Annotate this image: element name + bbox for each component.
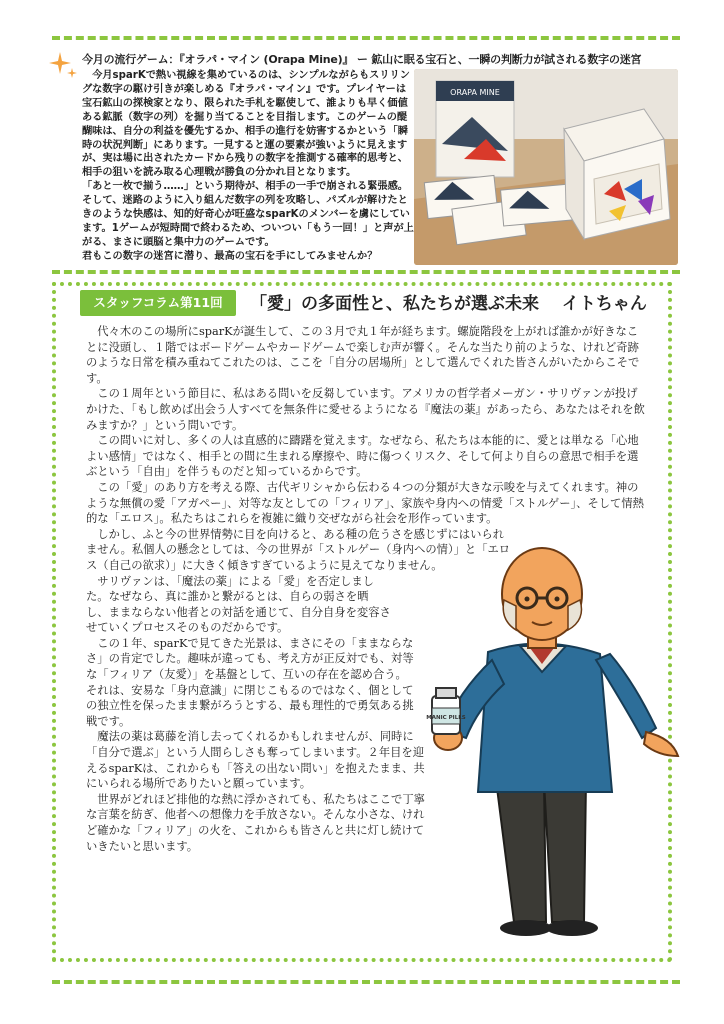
bottle-label: MANIC PILLS (426, 715, 466, 721)
column-tag: スタッフコラム第11回 (80, 290, 236, 316)
column-paragraph: 代々木のこの場所にsparKが誕生して、この３月で丸１年が経ちます。螺旋階段を上がれば誰かが好きなことに没頭し、１階ではボードゲームやカードゲームで楽しむ声が響く。そんな当たり前のような、けれど奇跡のような日常を積み重ねてこれたのは、ここを「自分の居場所」として選んでくれた皆さんがいたからこそです。 (86, 325, 640, 385)
trousers (496, 780, 586, 922)
man-with-pill-bottle-illustration (396, 542, 684, 942)
right-hand (644, 732, 678, 756)
pill-bottle (426, 688, 465, 734)
shoes (500, 920, 598, 936)
column-paragraph: この１年、sparKで見てきた光景は、まさにその「ままならなさ」の肯定でした。趣味が違っても、考え方が正反対でも、対等な「フィリア（友愛）」を基盤として、互いの存在を認め合う。それは、安易な「身内意識」に閉じこもるのではなく、個としての独立性を保ったまま繋がろうとする、最も理性的で勇気ある挑戦です。 (86, 636, 414, 728)
column-paragraph: この問いに対し、多くの人は直感的に躊躇を覚えます。なぜなら、私たちは本能的に、愛とは単なる「心地よい感情」ではなく、相手との間に生まれる摩擦や、時に傷つくリスク、そして何より自らの意思で相手を選ぶという「自由」を伴うものだと知っているからです。 (86, 434, 639, 479)
middle-divider (52, 270, 680, 274)
feature-paragraph: 「あと一枚で揃う……」という期待が、相手の一手で崩される緊張感。そして、迷路のように入り組んだ数字の列を攻略し、パズルが解けたときのような快感は、知的好奇心が旺盛なsparKのメンバーを虜にしています。1ゲームが短時間で終わるため、ついつい「もう一回！」と声が上がる、まさに頭脳と集中力のゲームです。 (82, 181, 414, 248)
column-paragraph: しかし、ふと今の世界情勢に目を向けると、ある種の危うさを感じずにはいられません。私個人の懸念としては、今の世界が「ストルゲー（身内への情）」と「エロス（自己の欲求）」に大きく傾きすぎているように見えてなりません。 (86, 527, 511, 572)
game-photo (414, 69, 678, 265)
column-paragraph: 魔法の薬は葛藤を消し去ってくれるかもしれませんが、同時に「自分で選ぶ」という人間らしさも奪ってしまいます。２年目を迎えるsparKは、これからも「答えの出ない問い」を抱えたまま、共にいられる場所でありたいと願っています。 (86, 730, 425, 791)
sparkle-icon (48, 50, 78, 80)
top-divider (52, 36, 680, 40)
feature-body (82, 69, 414, 264)
game-board (564, 109, 670, 239)
column-paragraph: この「愛」のあり方を考える際、古代ギリシャから伝わる４つの分類が大きな示唆を与えてくれます。神のような無償の愛「アガペー」、対等な友としての「フィリア」、家族や身内への情愛「ストルゲー」、そして情熱的な「エロス」。私たちはこれらを複雑に織り交ぜながら社会を形作っています。 (86, 480, 644, 526)
feature-paragraph: 君もこの数字の迷宮に潜り、最高の宝石を手にしてみませんか？ (82, 250, 378, 262)
game-box (436, 81, 514, 177)
game-photo-drawing (414, 69, 678, 265)
bottom-divider (52, 980, 680, 984)
column-paragraph: この１周年という節目に、私はある問いを反芻しています。アメリカの哲学者メーガン・サリヴァンが投げかけた、「もし飲めば出会う人すべてを無条件に愛せるようになる『魔法の薬』があったら、あなたはそれを飲みますか？」という問いです。 (86, 387, 645, 432)
column-paragraph: サリヴァンは、「魔法の薬」による「愛」を否定しました。なぜなら、真に誰かと繋がるとは、自らの弱さを晒し、ままならない他者との対話を通じて、自分自身を変容させていくプロセスそのものだからです。 (86, 574, 391, 635)
head (502, 548, 582, 648)
box-title: ORAPA MINE (450, 88, 500, 97)
column-paragraph: 世界がどれほど排他的な熱に浮かされても、私たちはここで丁寧な言葉を紡ぎ、他者への想像力を手放さない。そんな小さな、けれど確かな「フィリア」の火を、これからも皆さんと共に灯し続けていきたいと思います。 (86, 792, 425, 853)
feature-paragraph: 今月sparKで熱い視線を集めているのは、シンプルながらもスリリングな数字の駆け引きが楽しめる『オラパ・マイン』です。プレイヤーは宝石鉱山の探検家となり、限られた手札を駆使して、誰よりも早く価値ある鉱脈（数字の列）を掘り当てることを目指します。このゲームの醍醐味は、自分の利益を優先するか、相手の進行を妨害するかという「瞬時の状況判断」にあります。一見すると運の要素が強いように見えますが、実は場に出されたカードから残りの数字を推測する確率的思考と、相手の狙いを読み取る心理戦が勝負の分かれ目となります。 (82, 70, 410, 179)
column-title: 「愛」の多面性と、私たちが選ぶ未来 イトちゃん (250, 294, 647, 314)
feature-title: 今月の流行ゲーム：『オラパ・マイン (Orapa Mine)』 ー 鉱山に眠る宝石と、一瞬の判断力が試される数字の迷宮 (82, 53, 642, 66)
